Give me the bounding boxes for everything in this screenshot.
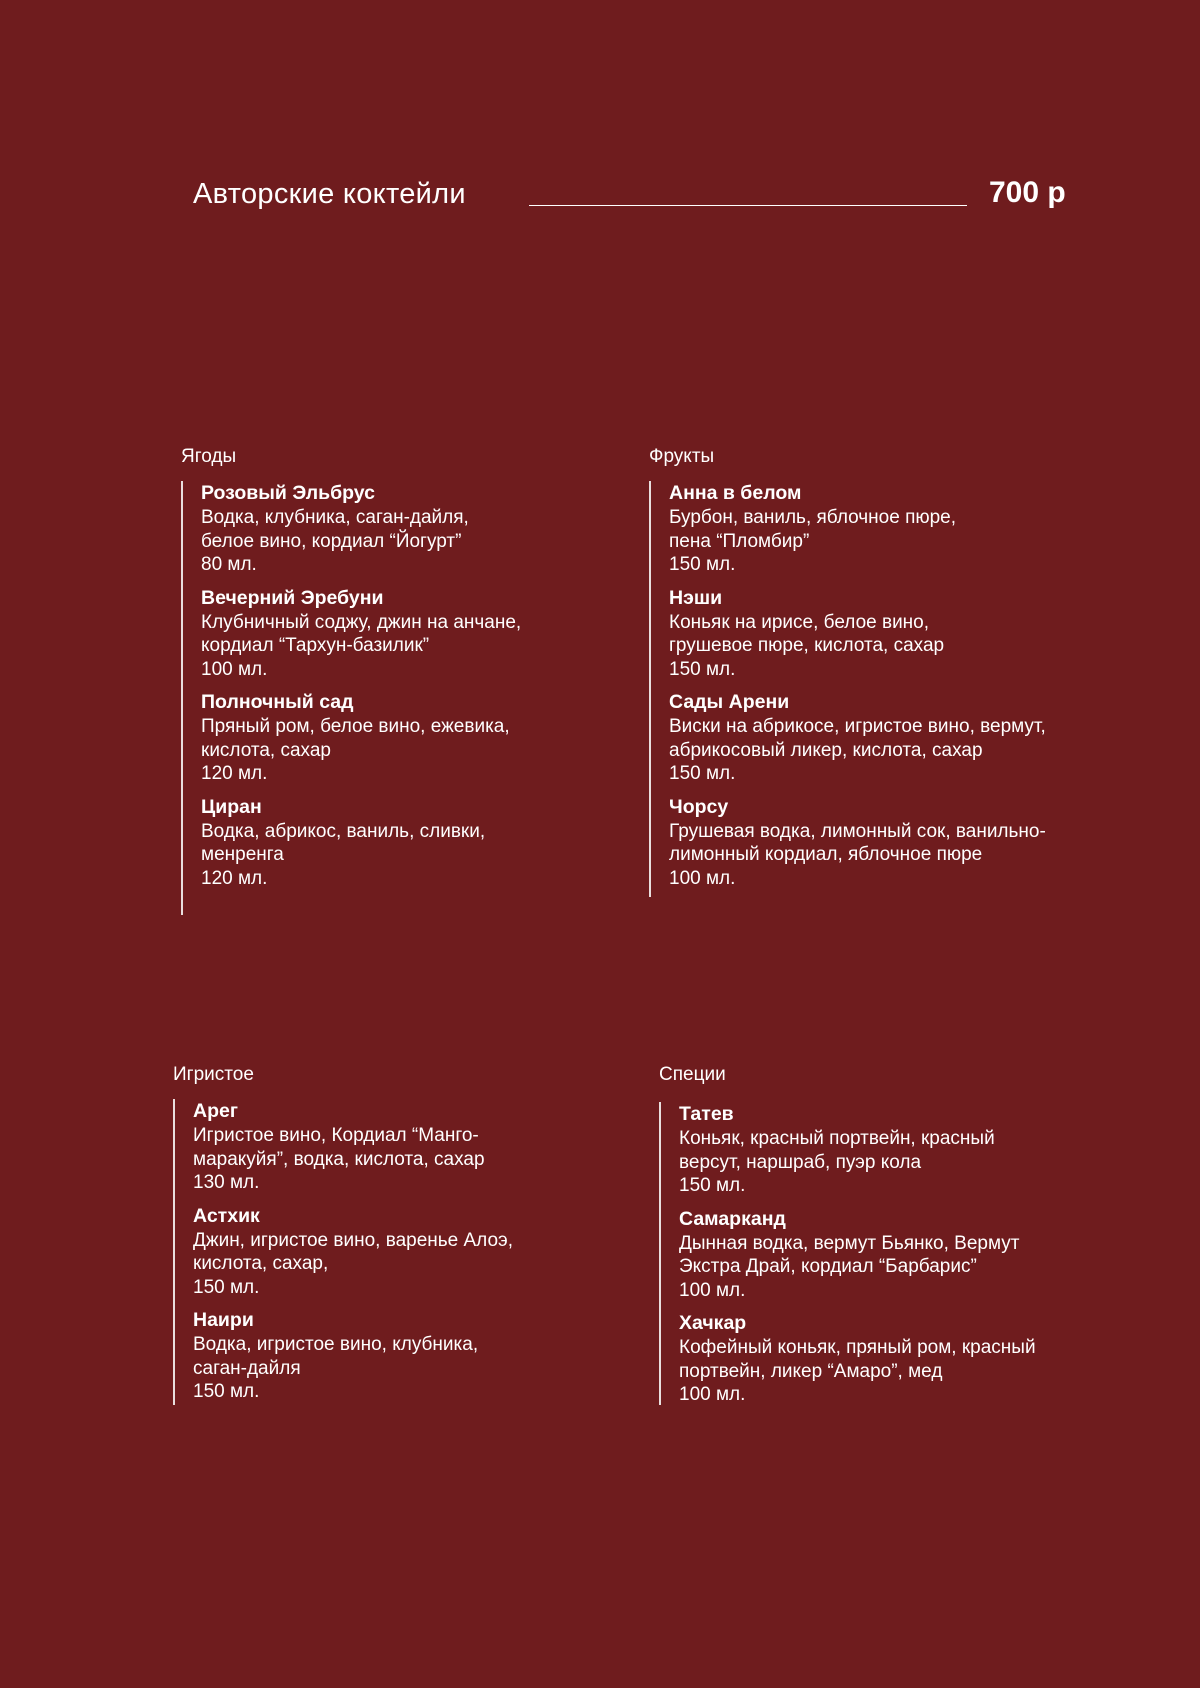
item-name: Татев [679, 1103, 734, 1125]
section-berries [181, 446, 601, 921]
menu-item [193, 1099, 513, 1195]
item-name: Розовый Эльбрус [201, 482, 376, 504]
item-name: Анна в белом [669, 482, 802, 504]
item-name: Вечерний Эребуни [201, 586, 384, 609]
item-name: Астхик [193, 1204, 260, 1227]
item-name: Хачкар [679, 1312, 747, 1334]
item-volume: 100 мл. [679, 1384, 746, 1405]
item-volume: 120 мл. [201, 867, 268, 889]
section-title: Игристое [173, 1064, 254, 1085]
item-volume: 100 мл. [679, 1279, 746, 1301]
menu-item [201, 586, 521, 682]
menu-item [679, 1102, 1036, 1198]
section-items [649, 481, 1046, 897]
price-label: 700 р [989, 176, 1066, 209]
item-name: Полночный сад [201, 691, 354, 713]
menu-item [679, 1207, 1036, 1303]
section-items [173, 1099, 513, 1405]
item-description: Клубничный соджу, джин на анчане, кордиал “Тархун-базилик” [201, 611, 522, 656]
item-description: Виски на абрикосе, игристое вино, вермут, абрикосовый ликер, кислота, сахар [669, 716, 1046, 761]
item-description: Джин, игристое вино, варенье Алоэ, кислота, сахар, [193, 1229, 514, 1274]
page-title: Авторские коктейли [193, 178, 466, 210]
item-name: Нэши [669, 586, 723, 609]
item-name: Чорсу [669, 795, 729, 818]
item-description: Водка, абрикос, ваниль, сливки, менренга [201, 820, 486, 865]
menu-item [201, 795, 521, 891]
item-name: Циран [201, 795, 262, 818]
item-volume: 150 мл. [193, 1276, 260, 1298]
section-sparkling [173, 1064, 603, 1414]
menu-item [669, 795, 1046, 891]
section-spices [659, 1064, 1139, 1414]
item-volume: 150 мл. [669, 554, 736, 575]
menu-item [193, 1308, 513, 1404]
item-description: Дынная водка, вермут Бьянко, Вермут Экстра Драй, кордиал “Барбарис” [679, 1232, 1020, 1277]
section-items [659, 1102, 1036, 1405]
item-description: Бурбон, ваниль, яблочное пюре, пена “Пломбир” [669, 507, 957, 552]
item-description: Кофейный коньяк, пряный ром, красный портвейн, ликер “Амаро”, мед [679, 1337, 1036, 1382]
item-name: Арег [193, 1100, 238, 1122]
item-volume: 150 мл. [669, 658, 736, 680]
item-description: Водка, клубника, саган-дайля, белое вино, кордиал “Йогурт” [201, 507, 469, 552]
section-items [181, 481, 521, 915]
menu-item [201, 690, 521, 786]
item-volume: 130 мл. [193, 1172, 260, 1193]
menu-header [193, 172, 1078, 222]
item-name: Наири [193, 1309, 254, 1331]
item-volume: 100 мл. [201, 658, 268, 680]
menu-item [669, 481, 1046, 577]
section-fruits [649, 446, 1139, 906]
section-title: Ягоды [181, 446, 237, 467]
section-title: Специи [659, 1064, 726, 1085]
item-volume: 150 мл. [669, 763, 736, 784]
item-description: Игристое вино, Кордиал “Манго- маракуйя”, водка, кислота, сахар [193, 1125, 485, 1170]
item-volume: 100 мл. [669, 867, 736, 889]
item-volume: 120 мл. [201, 763, 268, 784]
item-description: Грушевая водка, лимонный сок, ванильно- лимонный кордиал, яблочное пюре [669, 820, 1046, 865]
item-name: Самарканд [679, 1207, 786, 1230]
menu-item [201, 481, 521, 577]
item-description: Коньяк на ирисе, белое вино, грушевое пюре, кислота, сахар [669, 611, 945, 656]
item-volume: 80 мл. [201, 554, 257, 575]
item-description: Водка, игристое вино, клубника, саган-дайля [193, 1334, 479, 1379]
section-title: Фрукты [649, 446, 715, 467]
item-name: Сады Арени [669, 691, 790, 713]
item-volume: 150 мл. [193, 1381, 260, 1402]
item-description: Пряный ром, белое вино, ежевика, кислота, сахар [201, 716, 510, 761]
item-volume: 150 мл. [679, 1175, 746, 1196]
item-description: Коньяк, красный портвейн, красный версут, наршраб, пуэр кола [679, 1128, 995, 1173]
header-divider-line [529, 205, 967, 206]
menu-item [679, 1311, 1036, 1407]
menu-item [193, 1204, 513, 1300]
menu-item [669, 690, 1046, 786]
menu-item [669, 586, 1046, 682]
